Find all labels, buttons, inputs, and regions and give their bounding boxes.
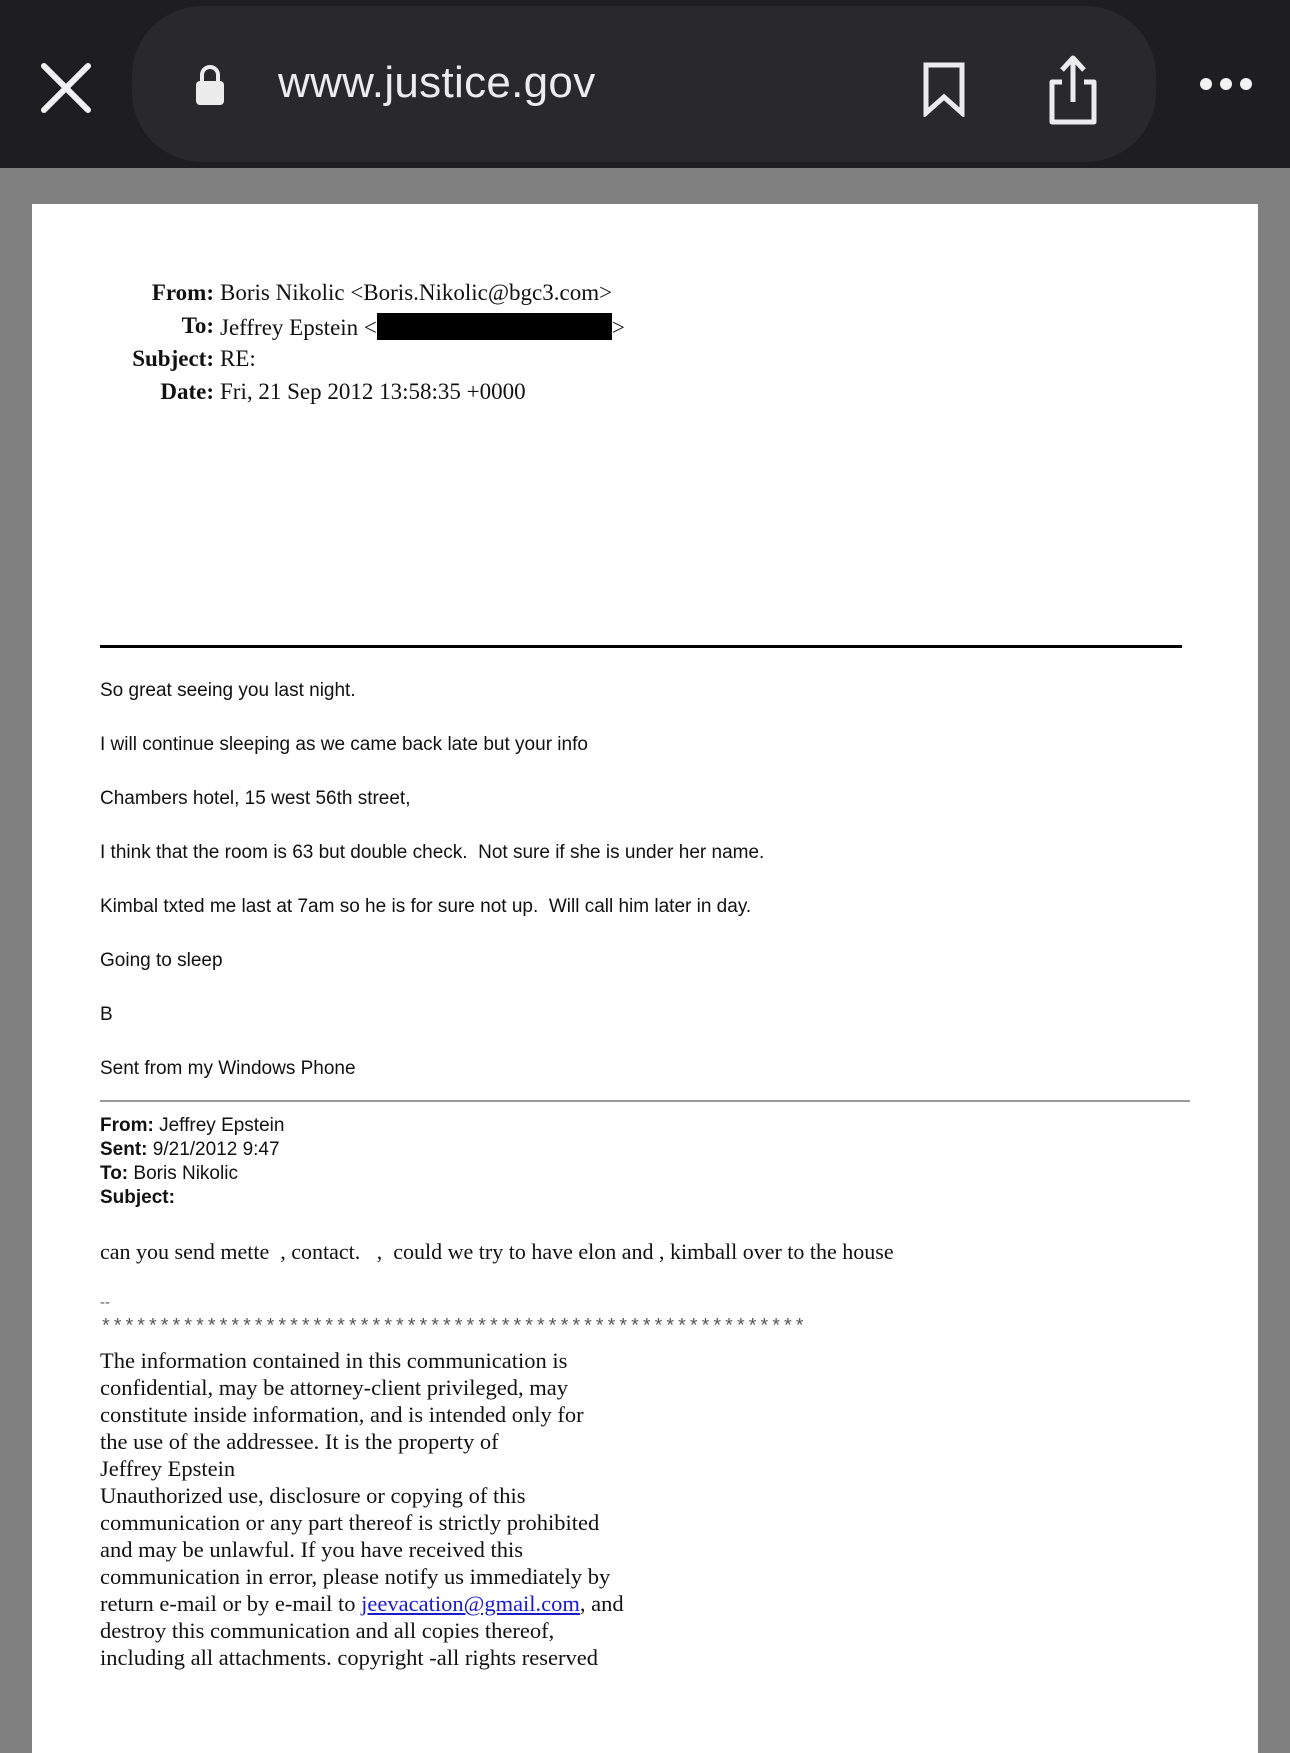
- sent-label: Sent:: [100, 1139, 148, 1160]
- share-icon[interactable]: [1044, 54, 1102, 126]
- body-line: Chambers hotel, 15 west 56th street,: [100, 788, 411, 809]
- signature-dash: --: [100, 1294, 110, 1311]
- body-line: B: [100, 1004, 113, 1025]
- email2-from-row: [100, 1114, 284, 1138]
- disclaimer-line: including all attachments. copyright -all rights reserved: [100, 1645, 598, 1670]
- date-label: Date:: [160, 379, 214, 404]
- email2-body: can you send mette , contact. , could we try to have elon and , kimball over to the house: [100, 1239, 894, 1264]
- from-value: Boris Nikolic <Boris.Nikolic@bgc3.com>: [220, 280, 613, 305]
- disclaimer-line: The information contained in this communication is: [100, 1348, 568, 1373]
- more-icon[interactable]: [1196, 72, 1256, 96]
- from-value: Jeffrey Epstein: [159, 1115, 285, 1136]
- to-name: Jeffrey Epstein <: [220, 315, 377, 340]
- to-label: To:: [100, 1163, 129, 1184]
- email2-to-row: [100, 1162, 284, 1186]
- to-value: Boris Nikolic: [133, 1163, 238, 1184]
- lock-icon: [194, 64, 226, 106]
- disclaimer-line: confidential, may be attorney-client privileged, may: [100, 1375, 568, 1400]
- to-label: To:: [181, 313, 214, 338]
- quoted-divider: [100, 1100, 1190, 1102]
- sent-value: 9/21/2012 9:47: [152, 1139, 280, 1160]
- document-page: [32, 204, 1258, 1753]
- email1-body: [100, 680, 764, 1112]
- date-value: Fri, 21 Sep 2012 13:58:35 +0000: [220, 379, 526, 404]
- disclaimer-line: Jeffrey Epstein: [100, 1456, 236, 1481]
- header-divider: [100, 645, 1182, 648]
- disclaimer-line: communication or any part thereof is strictly prohibited: [100, 1510, 600, 1535]
- subject-value: RE:: [220, 346, 256, 371]
- body-line: So great seeing you last night.: [100, 680, 356, 701]
- email2-header: [100, 1114, 284, 1210]
- subject-label: Subject:: [132, 346, 214, 371]
- disclaimer-line: constitute inside information, and is intended only for: [100, 1402, 584, 1427]
- browser-toolbar: [0, 0, 1290, 168]
- disclaimer-line: communication in error, please notify us immediately by: [100, 1564, 611, 1589]
- close-button[interactable]: [38, 60, 94, 116]
- disclaimer-line: and may be unlawful. If you have received this: [100, 1537, 523, 1562]
- body-line: Kimbal txted me last at 7am so he is for sure not up. Will call him later in day.: [100, 896, 752, 917]
- close-icon: [38, 60, 94, 116]
- email2-sent-row: [100, 1138, 284, 1162]
- url-text[interactable]: www.justice.gov: [278, 58, 596, 107]
- to-suffix: >: [611, 315, 625, 340]
- disclaimer-suffix: , and: [579, 1591, 624, 1616]
- email-link[interactable]: jeevacation@gmail.com: [361, 1591, 580, 1616]
- body-line: I will continue sleeping as we came back late but your info: [100, 734, 588, 755]
- body-line: Going to sleep: [100, 950, 223, 971]
- redaction-box: [377, 313, 612, 340]
- email2-subject-row: [100, 1186, 284, 1210]
- body-line: Sent from my Windows Phone: [100, 1058, 356, 1079]
- bookmark-icon[interactable]: [920, 61, 968, 117]
- disclaimer-line: the use of the addressee. It is the property of: [100, 1429, 499, 1454]
- from-label: From:: [151, 280, 214, 305]
- disclaimer-email-line: [100, 1590, 624, 1617]
- disclaimer-prefix: return e-mail or by e-mail to: [100, 1591, 362, 1616]
- asterisk-separator: ************************************************************: [100, 1316, 806, 1338]
- address-bar[interactable]: [132, 6, 1156, 162]
- from-label: From:: [100, 1115, 154, 1136]
- disclaimer-line: Unauthorized use, disclosure or copying of this: [100, 1483, 526, 1508]
- disclaimer: [100, 1347, 624, 1671]
- disclaimer-line: destroy this communication and all copies thereof,: [100, 1618, 555, 1643]
- body-line: I think that the room is 63 but double check. Not sure if she is under her name.: [100, 842, 765, 863]
- subject-label: Subject:: [100, 1187, 175, 1208]
- to-value: [220, 313, 625, 341]
